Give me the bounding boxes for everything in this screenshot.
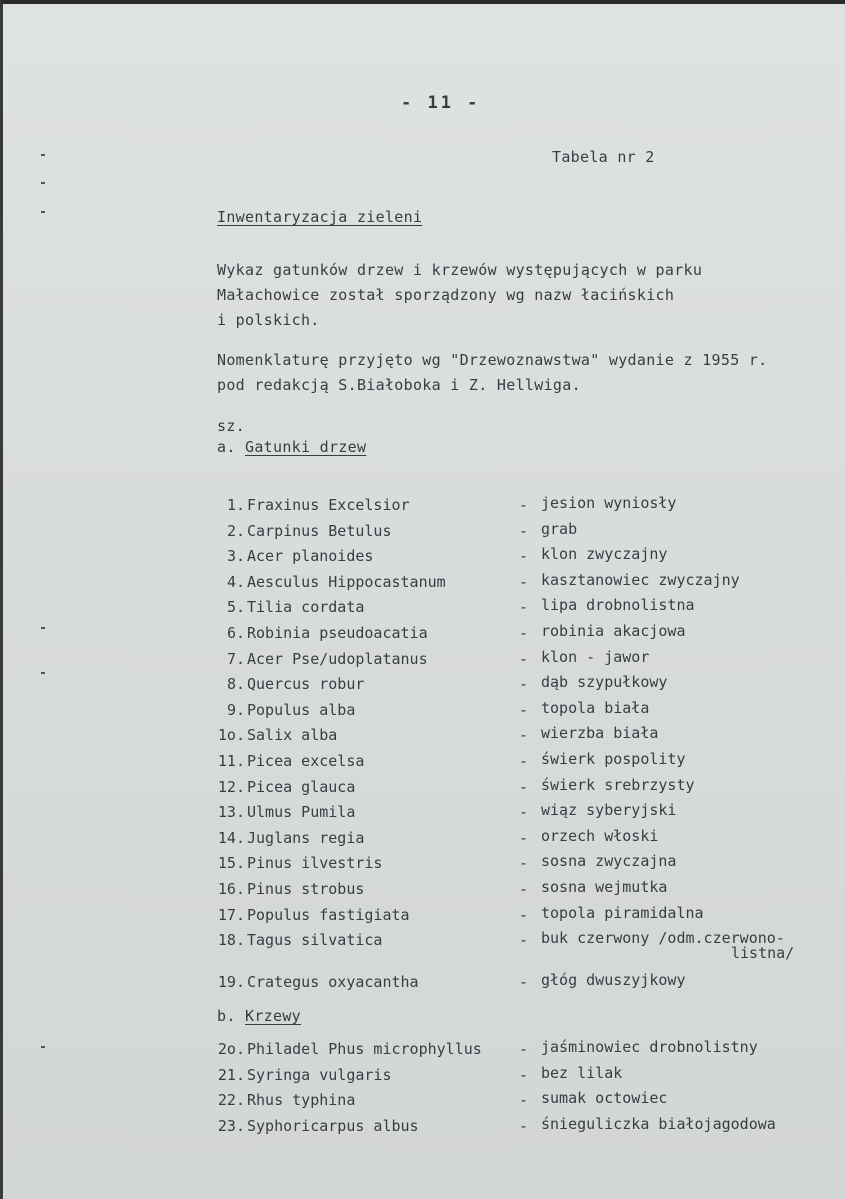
polish-name-line: głóg dwuszyjkowy <box>541 971 686 990</box>
polish-name-line: wiąz syberyjski <box>541 801 677 820</box>
separator-dash: - <box>519 521 529 540</box>
separator-dash: - <box>519 828 529 847</box>
separator-dash: - <box>519 1116 529 1135</box>
polish-name-line: świerk pospolity <box>541 749 686 768</box>
latin-name: Syringa vulgaris <box>247 1065 392 1084</box>
trees-list <box>201 496 821 999</box>
polish-name <box>541 726 658 741</box>
polish-name <box>541 1091 667 1106</box>
list-item <box>201 570 821 599</box>
section-a-label: Gatunki drzew <box>245 438 367 456</box>
separator-dash: - <box>519 905 529 924</box>
latin-name: Populus fastigiata <box>247 905 410 924</box>
polish-name-line: klon zwyczajny <box>541 545 668 564</box>
polish-name-line: sumak octowiec <box>541 1089 668 1108</box>
latin-name: Picea excelsa <box>247 751 365 770</box>
item-number: 5. <box>226 598 245 617</box>
polish-name-line: listna/ <box>731 944 795 963</box>
separator-dash: - <box>519 973 529 992</box>
latin-name: Juglans regia <box>247 828 365 847</box>
item-number: 21. <box>217 1065 245 1084</box>
paragraph-line: Nomenklaturę przyjęto wg "Drzewoznawstwa" wydanie z 1955 r. <box>217 351 768 369</box>
list-item <box>201 854 821 880</box>
section-a-prefix: a. <box>217 438 236 456</box>
polish-name <box>541 496 676 511</box>
item-number: 17. <box>217 905 245 924</box>
separator-dash: - <box>519 1065 529 1084</box>
latin-name: Acer planoides <box>247 547 374 566</box>
section-a-title <box>217 438 366 456</box>
polish-name <box>541 647 650 666</box>
list-item <box>201 775 821 804</box>
separator-dash: - <box>519 931 529 950</box>
polish-name-line: jaśminowiec drobnolistny <box>541 1038 758 1056</box>
item-number: 2. <box>226 521 245 540</box>
list-item <box>201 826 821 855</box>
section-b-label: Krzewy <box>245 1007 302 1025</box>
polish-name-line: topola biała <box>541 698 650 717</box>
list-item <box>201 621 821 650</box>
polish-name <box>541 621 686 640</box>
separator-dash: - <box>519 1091 529 1110</box>
polish-name-line: dąb szypułkowy <box>541 673 668 692</box>
polish-name <box>541 973 686 988</box>
separator-dash: - <box>519 777 529 796</box>
margin-mark <box>41 154 45 156</box>
polish-name <box>541 775 695 794</box>
item-number: 4. <box>226 572 245 591</box>
item-number: 14. <box>217 828 245 847</box>
list-item <box>201 931 821 973</box>
polish-name <box>541 877 668 896</box>
paragraph-line: i polskich. <box>217 311 320 329</box>
polish-name-line: jesion wyniosły <box>541 494 677 512</box>
latin-name: Pinus strobus <box>247 879 365 898</box>
polish-name <box>541 749 686 768</box>
separator-dash: - <box>519 726 529 745</box>
paragraph-line: Wykaz gatunków drzew i krzewów występujących w parku <box>217 261 703 279</box>
polish-name-line: sosna wejmutka <box>541 877 668 896</box>
latin-name: Fraxinus Excelsior <box>247 496 410 514</box>
separator-dash: - <box>519 572 529 591</box>
polish-name-line: grab <box>541 519 578 538</box>
section-heading: Inwentaryzacja zieleni <box>217 208 423 226</box>
polish-name <box>541 803 676 818</box>
latin-name: Picea glauca <box>247 777 356 796</box>
item-number: 18. <box>217 931 245 950</box>
list-item <box>201 903 821 932</box>
separator-dash: - <box>519 803 529 822</box>
paragraph-line: Małachowice został sporządzony wg nazw łacińskich <box>217 286 675 304</box>
shrubs-list <box>201 1040 821 1142</box>
item-number: 22. <box>217 1091 245 1110</box>
latin-name: Syphoricarpus albus <box>247 1116 419 1135</box>
latin-name: Quercus robur <box>247 675 365 694</box>
item-number: 19. <box>217 973 245 992</box>
item-number: 3. <box>226 547 245 566</box>
polish-name-line: wierzba biała <box>541 724 659 743</box>
latin-name: Populus alba <box>247 700 356 719</box>
polish-name <box>541 1063 623 1082</box>
item-number: 15. <box>217 854 245 873</box>
latin-name: Tagus silvatica <box>247 931 383 950</box>
polish-name-line: kasztanowiec zwyczajny <box>541 570 740 589</box>
separator-dash: - <box>519 623 529 642</box>
separator-dash: - <box>519 675 529 694</box>
latin-name: Pinus ilvestris <box>247 854 383 873</box>
list-item <box>201 749 821 778</box>
latin-name: Aesculus Hippocastanum <box>247 572 446 591</box>
latin-name: Carpinus Betulus <box>247 521 392 540</box>
list-item <box>201 675 821 701</box>
margin-mark <box>41 211 45 213</box>
section-b-prefix: b. <box>217 1007 236 1025</box>
list-item <box>201 1063 821 1092</box>
latin-name: Robinia pseudoacatia <box>247 623 428 642</box>
polish-name-line: bez lilak <box>541 1063 623 1082</box>
list-item <box>201 547 821 573</box>
separator-dash: - <box>519 879 529 898</box>
polish-name <box>541 675 667 690</box>
table-label: Tabela nr 2 <box>552 148 655 166</box>
separator-dash: - <box>519 751 529 770</box>
separator-dash: - <box>519 496 529 514</box>
item-number: 12. <box>217 777 245 796</box>
sz-label: sz. <box>217 417 245 435</box>
item-number: 1o. <box>217 726 245 745</box>
separator-dash: - <box>519 598 529 617</box>
polish-name <box>541 1114 776 1133</box>
list-item <box>201 496 821 522</box>
list-item <box>201 1114 821 1143</box>
list-item <box>201 973 821 999</box>
list-item <box>201 803 821 829</box>
item-number: 11. <box>217 751 245 770</box>
polish-name <box>541 903 704 922</box>
item-number: 1. <box>226 496 245 514</box>
polish-name-line: sosna zwyczajna <box>541 852 677 871</box>
section-b-title <box>217 1007 301 1025</box>
item-number: 2o. <box>217 1040 245 1058</box>
margin-mark <box>41 1046 45 1048</box>
margin-mark <box>41 672 45 674</box>
separator-dash: - <box>519 854 529 873</box>
polish-name <box>541 826 659 845</box>
paragraph-line: pod redakcją S.Białoboka i Z. Hellwiga. <box>217 376 581 394</box>
polish-name <box>541 698 650 717</box>
polish-name <box>541 519 578 538</box>
list-item <box>201 647 821 676</box>
list-item <box>201 1091 821 1117</box>
polish-name <box>541 854 676 869</box>
item-number: 8. <box>226 675 245 694</box>
latin-name: Salix alba <box>247 726 338 745</box>
list-item <box>201 1040 821 1066</box>
item-number: 13. <box>217 803 245 822</box>
page-number: - 11 - <box>401 93 481 113</box>
item-number: 7. <box>226 649 245 668</box>
polish-name-line: lipa drobnolistna <box>541 596 695 615</box>
margin-mark <box>41 182 45 184</box>
latin-name: Acer Pse/udoplatanus <box>247 649 428 668</box>
polish-name-line: topola piramidalna <box>541 903 704 922</box>
item-number: 16. <box>217 879 245 898</box>
list-item <box>201 877 821 906</box>
list-item <box>201 598 821 624</box>
latin-name: Crategus oxyacantha <box>247 973 419 992</box>
polish-name <box>541 598 695 613</box>
latin-name: Tilia cordata <box>247 598 365 617</box>
separator-dash: - <box>519 547 529 566</box>
polish-name-line: buk czerwony /odm.czerwono- <box>541 929 785 948</box>
polish-name <box>541 1040 758 1055</box>
latin-name: Rhus typhina <box>247 1091 356 1110</box>
polish-name-line: klon - jawor <box>541 647 650 666</box>
item-number: 6. <box>226 623 245 642</box>
polish-name-line: świerk srebrzysty <box>541 775 695 794</box>
item-number: 9. <box>226 700 245 719</box>
latin-name: Philadel Phus microphyllus <box>247 1040 482 1058</box>
polish-name-line: orzech włoski <box>541 826 659 845</box>
list-item <box>201 726 821 752</box>
polish-name-line: robinia akacjowa <box>541 621 686 640</box>
margin-mark <box>41 627 45 629</box>
polish-name <box>541 931 794 961</box>
separator-dash: - <box>519 700 529 719</box>
list-item <box>201 519 821 548</box>
separator-dash: - <box>519 1040 529 1058</box>
polish-name-line: śnieguliczka białojagodowa <box>541 1114 776 1133</box>
polish-name <box>541 570 740 589</box>
list-item <box>201 698 821 727</box>
latin-name: Ulmus Pumila <box>247 803 356 822</box>
polish-name <box>541 547 667 562</box>
separator-dash: - <box>519 649 529 668</box>
item-number: 23. <box>217 1116 245 1135</box>
